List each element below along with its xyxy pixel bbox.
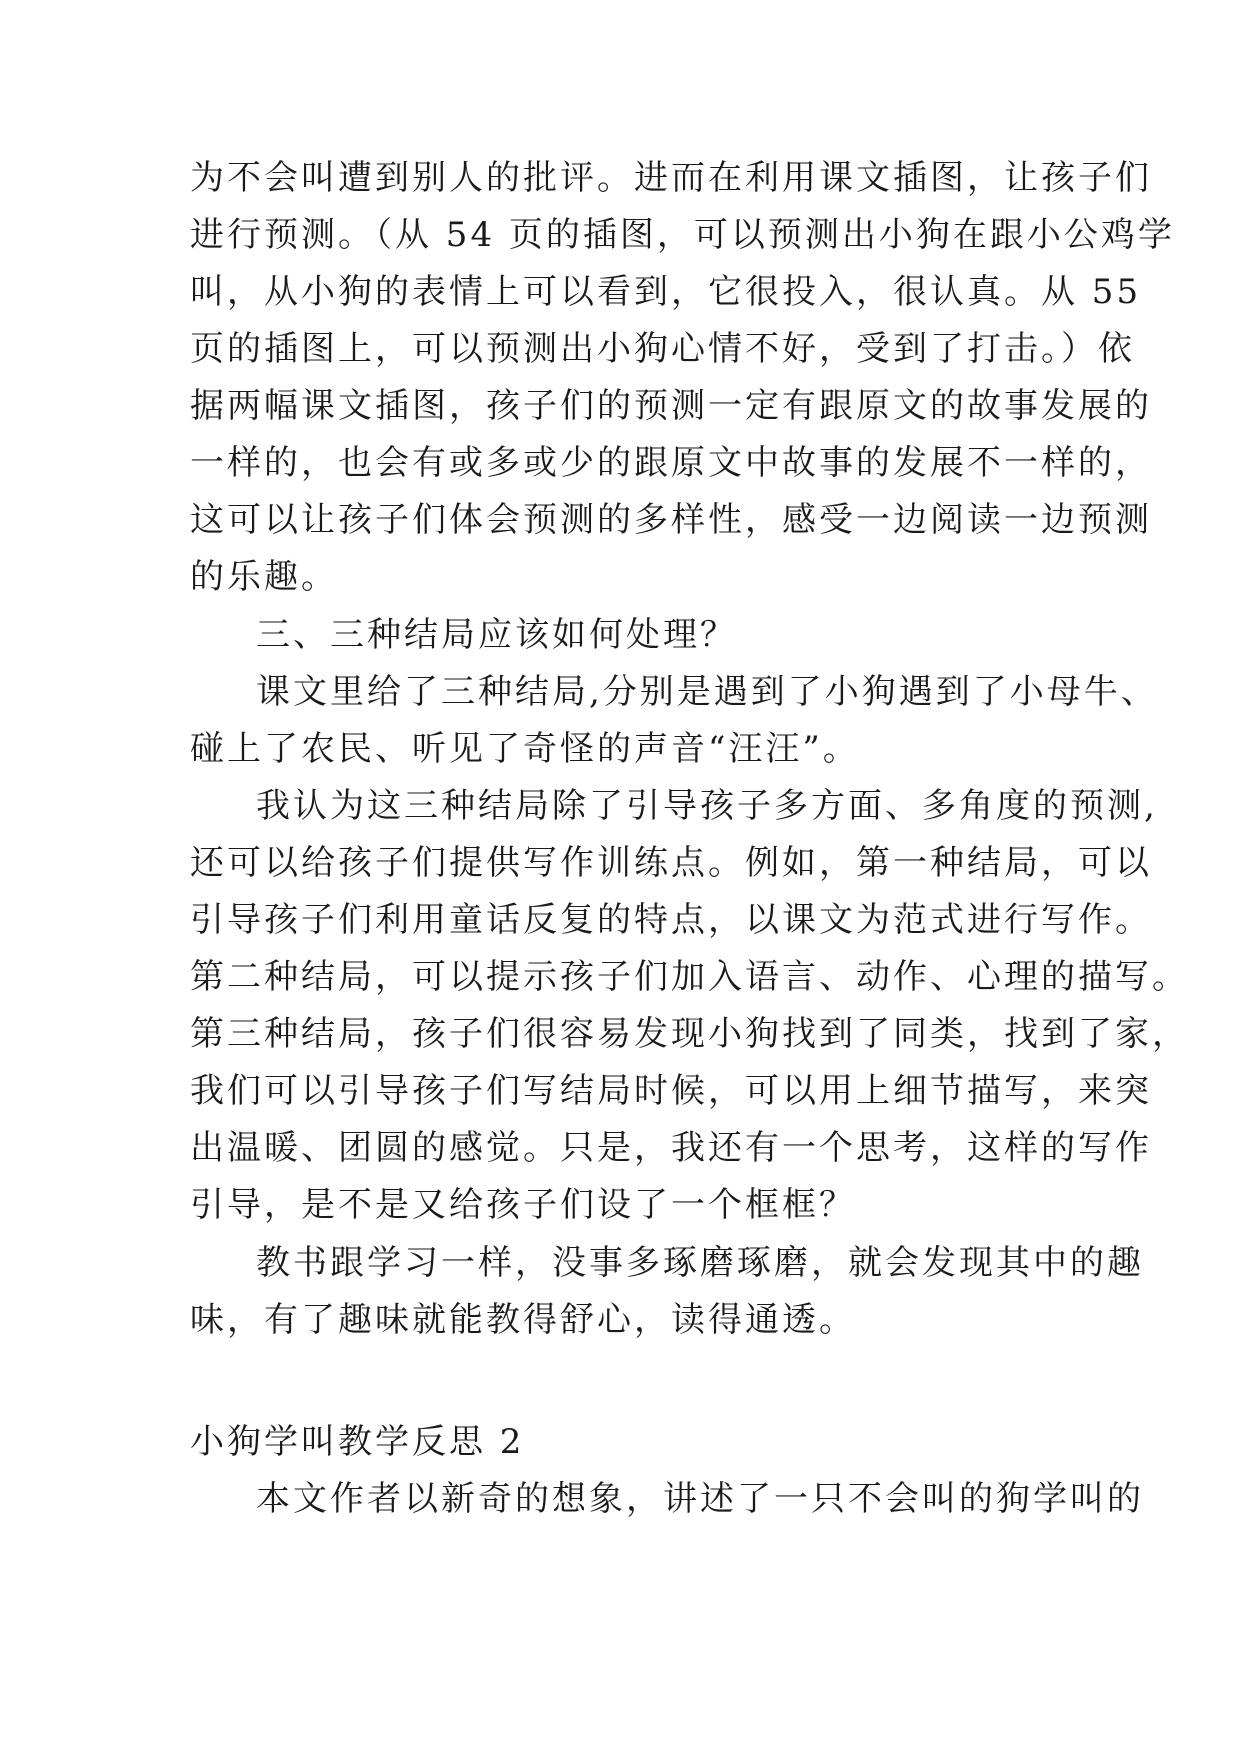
paragraph-5: [190, 1471, 1144, 1528]
text-line: 我们可以引导孩子们写结局时候，可以用上细节描写，来突: [190, 1071, 1152, 1111]
text-line: 我认为这三种结局除了引导孩子多方面、多角度的预测,: [256, 786, 1158, 826]
text-line: 味，有了趣味就能教得舒心，读得通透。: [190, 1300, 856, 1340]
section-title-text: 小狗学叫教学反思 2: [190, 1422, 525, 1462]
text-line: 页的插图上，可以预测出小狗心情不好，受到了打击。）依: [190, 329, 1135, 369]
paragraph-4: [190, 1235, 1144, 1349]
text-line: 引导，是不是又给孩子们设了一个框框？: [190, 1185, 856, 1225]
text-line: 的乐趣。: [190, 557, 338, 597]
text-line: 本文作者以新奇的想象，讲述了一只不会叫的狗学叫的: [256, 1479, 1144, 1519]
paragraph-3: [190, 778, 1189, 1234]
heading-text: 三、三种结局应该如何处理？: [256, 615, 737, 655]
text-line: 第二种结局，可以提示孩子们加入语言、动作、心理的描写。: [190, 957, 1189, 997]
text-line: 进行预测。（从 54 页的插图，可以预测出小狗在跟小公鸡学: [190, 215, 1175, 255]
text-line: 为不会叫遭到别人的批评。进而在利用课文插图，让孩子们: [190, 158, 1152, 198]
text-line: 这可以让孩子们体会预测的多样性，感受一边阅读一边预测: [190, 500, 1152, 540]
text-line: 一样的，也会有或多或少的跟原文中故事的发展不一样的，: [190, 443, 1152, 483]
paragraph-1: [190, 150, 1175, 606]
text-line: 教书跟学习一样，没事多琢磨琢磨，就会发现其中的趣: [256, 1243, 1144, 1283]
section-title: [190, 1414, 1060, 1471]
text-line: 叫，从小狗的表情上可以看到，它很投入，很认真。从 55: [190, 272, 1142, 312]
text-line: 课文里给了三种结局,分别是遇到了小狗遇到了小母牛、: [256, 672, 1158, 712]
paragraph-2: [190, 664, 1158, 778]
text-line: 据两幅课文插图，孩子们的预测一定有跟原文的故事发展的: [190, 386, 1152, 426]
text-line: 还可以给孩子们提供写作训练点。例如，第一种结局，可以: [190, 843, 1152, 883]
text-line: 出温暖、团圆的感觉。只是，我还有一个思考，这样的写作: [190, 1128, 1152, 1168]
text-line: 第三种结局，孩子们很容易发现小狗找到了同类，找到了家，: [190, 1014, 1189, 1054]
text-line: 引导孩子们利用童话反复的特点，以课文为范式进行写作。: [190, 900, 1152, 940]
text-line: 碰上了农民、听见了奇怪的声音“汪汪”。: [190, 729, 860, 769]
section-heading: [190, 607, 1060, 664]
